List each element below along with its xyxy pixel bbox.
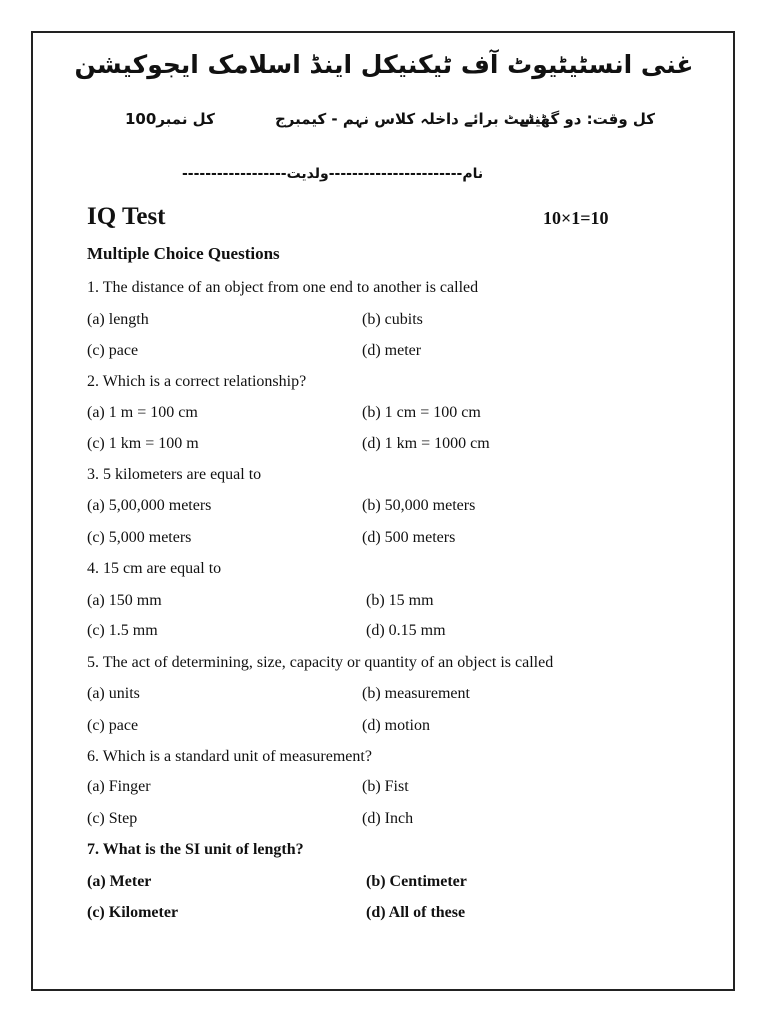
q3-option-d: (d) 500 meters <box>362 529 456 546</box>
q7-option-a: (a) Meter <box>87 873 152 890</box>
total-marks: کل نمبر100 <box>125 110 215 128</box>
q4-option-d: (d) 0.15 mm <box>366 622 446 639</box>
test-title: IQ Test <box>87 203 166 230</box>
question-5: 5. The act of determining, size, capacity or quantity of an object is called <box>87 654 554 671</box>
q1-option-d: (d) meter <box>362 342 422 359</box>
q6-option-c: (c) Step <box>87 810 138 827</box>
marks-scheme: 10×1=10 <box>543 208 609 228</box>
q5-option-a: (a) units <box>87 685 140 702</box>
q3-option-a: (a) 5,00,000 meters <box>87 497 212 514</box>
q7-option-b: (b) Centimeter <box>366 873 467 890</box>
question-2: 2. Which is a correct relationship? <box>87 373 307 390</box>
test-name: ٹیسٹ برائے داخلہ کلاس نہم - کیمبرج <box>275 110 547 128</box>
institute-name: غنی انسٹیٹیوٹ آف ٹیکنیکل اینڈ اسلامک ایجوکیشن <box>74 50 694 79</box>
q7-option-d: (d) All of these <box>366 904 466 921</box>
q2-option-b: (b) 1 cm = 100 cm <box>362 404 481 421</box>
q1-option-a: (a) length <box>87 311 149 328</box>
question-4: 4. 15 cm are equal to <box>87 560 222 577</box>
q1-option-c: (c) pace <box>87 342 139 359</box>
q6-option-b: (b) Fist <box>362 778 409 795</box>
q4-option-a: (a) 150 mm <box>87 592 162 609</box>
q3-option-c: (c) 5,000 meters <box>87 529 192 546</box>
q4-option-b: (b) 15 mm <box>366 592 434 609</box>
question-7: 7. What is the SI unit of length? <box>87 841 304 858</box>
q3-option-b: (b) 50,000 meters <box>362 497 476 514</box>
question-1: 1. The distance of an object from one end to another is called <box>87 279 479 296</box>
question-3: 3. 5 kilometers are equal to <box>87 466 262 483</box>
q5-option-b: (b) measurement <box>362 685 470 702</box>
q4-option-c: (c) 1.5 mm <box>87 622 158 639</box>
q2-option-d: (d) 1 km = 1000 cm <box>362 435 490 452</box>
question-6: 6. Which is a standard unit of measurement? <box>87 748 372 765</box>
q6-option-d: (d) Inch <box>362 810 414 827</box>
total-time: کل وقت: دو گھنٹے <box>519 110 655 128</box>
name-parentage-line: نام-----------------------ولدیت------------------ <box>182 166 484 182</box>
q2-option-a: (a) 1 m = 100 cm <box>87 404 198 421</box>
section-heading: Multiple Choice Questions <box>87 244 280 263</box>
q2-option-c: (c) 1 km = 100 m <box>87 435 199 452</box>
q5-option-c: (c) pace <box>87 717 139 734</box>
q6-option-a: (a) Finger <box>87 778 151 795</box>
q5-option-d: (d) motion <box>362 717 430 734</box>
meta-row <box>95 110 655 134</box>
q1-option-b: (b) cubits <box>362 311 423 328</box>
q7-option-c: (c) Kilometer <box>87 904 179 921</box>
